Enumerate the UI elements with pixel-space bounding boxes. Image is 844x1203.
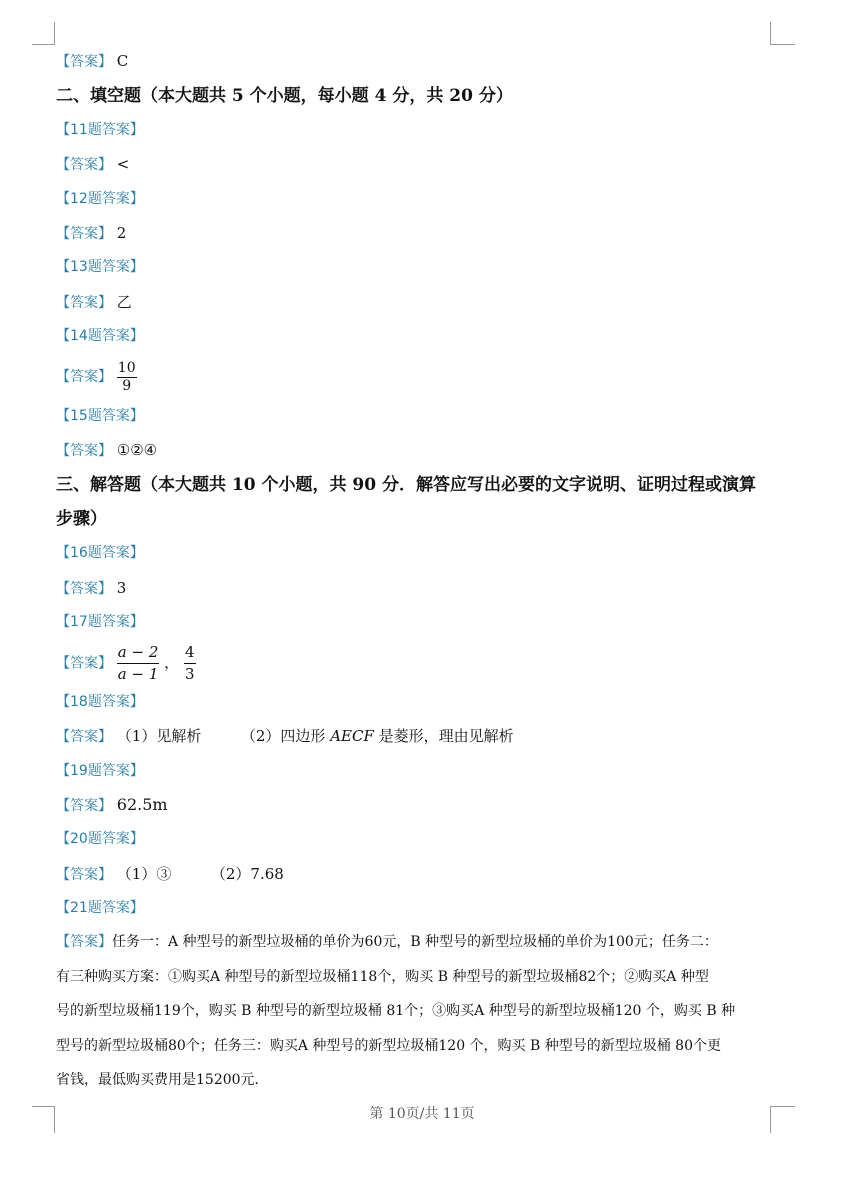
answer-17-fraction-1 [117,642,160,685]
answer-16-line [56,578,126,599]
q21-tag: 【21题答案】 [56,900,144,916]
answer-tag: 【答案】 [56,226,112,242]
answer-21-line-3: 号的新型垃圾桶119个，购买 B 种型号的新型垃圾桶 81个；③购买A 种型号的新型垃圾桶120 个，购买 B 种 [56,1003,736,1019]
answer-tag: 【答案】 [56,369,112,385]
page-footer: 第 10页/共 11页 [369,1106,475,1122]
q14-tag: 【14题答案】 [56,328,144,344]
q18-tag: 【18题答案】 [56,694,144,710]
answer-21-text: 任务一：A 种型号的新型垃圾桶的单价为60元，B 种型号的新型垃圾桶的单价为100元；任务二： [112,934,718,950]
answer-20-line [56,864,284,885]
answer-21-line-2: 有三种购买方案：①购买A 种型号的新型垃圾桶118个，购买 B 种型号的新型垃圾桶82个；②购买A 种型 [56,968,709,985]
answer-tag: 【答案】 [56,581,112,597]
answer-13-line [56,292,132,313]
answer-17-separator: ， [164,653,180,672]
answer-14-line [56,358,137,395]
fraction-denominator: 9 [122,377,132,394]
q11-tag: 【11题答案】 [56,122,144,138]
answer-13-value: 乙 [116,293,132,311]
answer-16-value: 3 [116,579,127,597]
answer-12-value: 2 [116,224,127,242]
fraction-numerator: a − 2 [117,642,160,664]
answer-10-value: C [116,52,129,70]
answer-tag: 【答案】 [56,934,112,950]
fraction-numerator: 4 [184,642,196,664]
answer-15-value: ①②④ [116,441,158,459]
answer-19-line [56,795,168,816]
answer-12-line [56,223,126,244]
answer-tag: 【答案】 [56,443,112,459]
answer-11-value: < [116,155,130,173]
answer-tag: 【答案】 [56,729,112,745]
answer-21-paragraph [56,925,772,1098]
answer-18-part1: （1）见解析 [116,727,202,745]
crop-mark-top-right [770,22,795,45]
answer-tag: 【答案】 [56,798,112,814]
answer-tag: 【答案】 [56,157,112,173]
answer-18-tail: 是菱形，理由见解析 [378,727,514,745]
q19-tag: 【19题答案】 [56,763,144,779]
answer-15-line [56,440,157,461]
q13-tag: 【13题答案】 [56,259,144,275]
answer-tag: 【答案】 [56,867,112,883]
q20-tag: 【20题答案】 [56,831,144,847]
answer-14-fraction [117,360,137,395]
fraction-denominator: 3 [184,665,195,683]
answer-17-fraction-2 [184,642,196,685]
answer-18-part2: （2）四边形 [240,727,326,745]
answer-21-line-4: 型号的新型垃圾桶80个；任务三：购买A 种型号的新型垃圾桶120 个，购买 B 种型号的新型垃圾桶 80个更 [56,1037,721,1054]
q15-tag: 【15题答案】 [56,408,144,424]
q17-tag: 【17题答案】 [56,614,144,630]
section-3-heading-line2: 步骤） [56,509,107,529]
answer-11-line [56,154,129,175]
q16-tag: 【16题答案】 [56,545,144,561]
answer-18-shape: AECF [330,727,374,745]
answer-20-part1: （1）③ [116,865,172,883]
section-2-heading: 二、填空题（本大题共 5 个小题，每小题 4 分，共 20 分） [56,86,513,106]
answer-tag: 【答案】 [56,655,112,672]
answer-18-line [56,726,514,747]
crop-mark-top-left [32,22,55,45]
answer-17-line [56,642,196,685]
answer-tag: 【答案】 [56,54,112,70]
answer-10-line [56,51,128,72]
fraction-numerator: 10 [117,359,136,376]
answer-19-value: 62.5m [116,795,168,814]
answer-20-part2: （2）7.68 [210,865,284,883]
answer-tag: 【答案】 [56,295,112,311]
answer-21-line-5: 省钱，最低购买费用是15200元． [56,1072,269,1088]
fraction-denominator: a − 1 [117,665,159,683]
answer-21-line-1 [56,925,772,960]
section-3-heading-line1: 三、解答题（本大题共 10 个小题，共 90 分．解答应写出必要的文字说明、证明过程或演算 [56,475,756,495]
q12-tag: 【12题答案】 [56,191,144,207]
